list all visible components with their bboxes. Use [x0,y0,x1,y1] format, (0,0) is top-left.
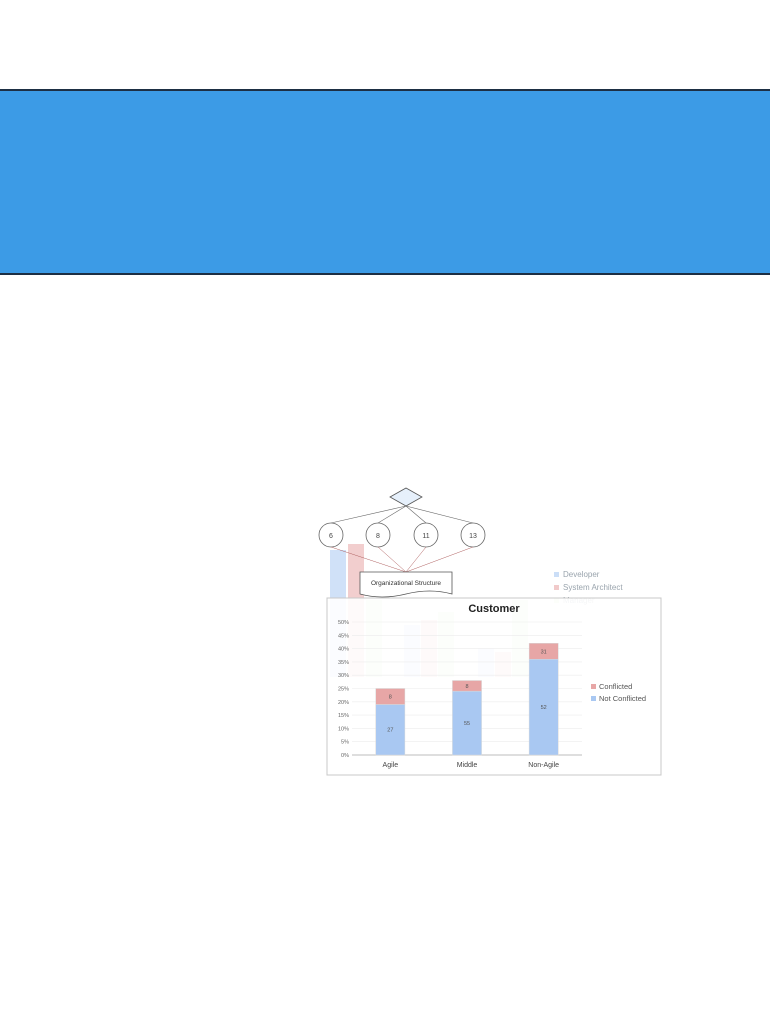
data-label: 8 [388,694,392,701]
data-label: 31 [540,649,547,656]
diamond-node [390,488,422,506]
data-label: 55 [463,721,471,728]
y-tick-label: 20% [337,699,349,706]
chart-customer [327,598,661,775]
diagram-node-label: 6 [329,533,333,540]
y-tick-label: 0% [341,753,349,759]
data-label: 27 [387,727,394,734]
legend-swatch [591,696,596,701]
y-tick-label: 5% [341,739,349,746]
legend-label: Conflicted [599,682,633,691]
legend-label: System Architect [563,583,623,592]
x-tick-label: Middle [456,762,478,769]
y-tick-label: 50% [337,620,349,626]
data-label: 52 [540,705,547,712]
diagram-node-label: 11 [422,533,430,540]
diagram-edge [331,506,406,523]
y-tick-label: 15% [337,713,349,720]
data-label: 8 [465,683,469,690]
y-tick-label: 45% [337,633,349,640]
diagram-edge [378,506,406,523]
legend-swatch [554,572,559,577]
legend-label: Not Conflicted [599,694,647,703]
diagram-edge [378,547,406,572]
diagram-node-label: 13 [469,533,477,540]
chart-title: Customer [468,603,520,615]
x-tick-label: Non-Agile [528,762,560,769]
x-tick-label: Agile [382,762,399,769]
legend-label: Developer [563,570,600,579]
diagram-label: Organizational Structure [370,580,442,587]
legend-swatch [554,585,559,590]
y-tick-label: 40% [337,646,349,653]
diagram-node-label: 8 [376,533,380,540]
y-tick-label: 35% [337,659,349,666]
y-tick-label: 30% [337,673,349,680]
legend-swatch [591,684,596,689]
y-tick-label: 25% [337,686,349,693]
y-tick-label: 10% [337,726,349,733]
